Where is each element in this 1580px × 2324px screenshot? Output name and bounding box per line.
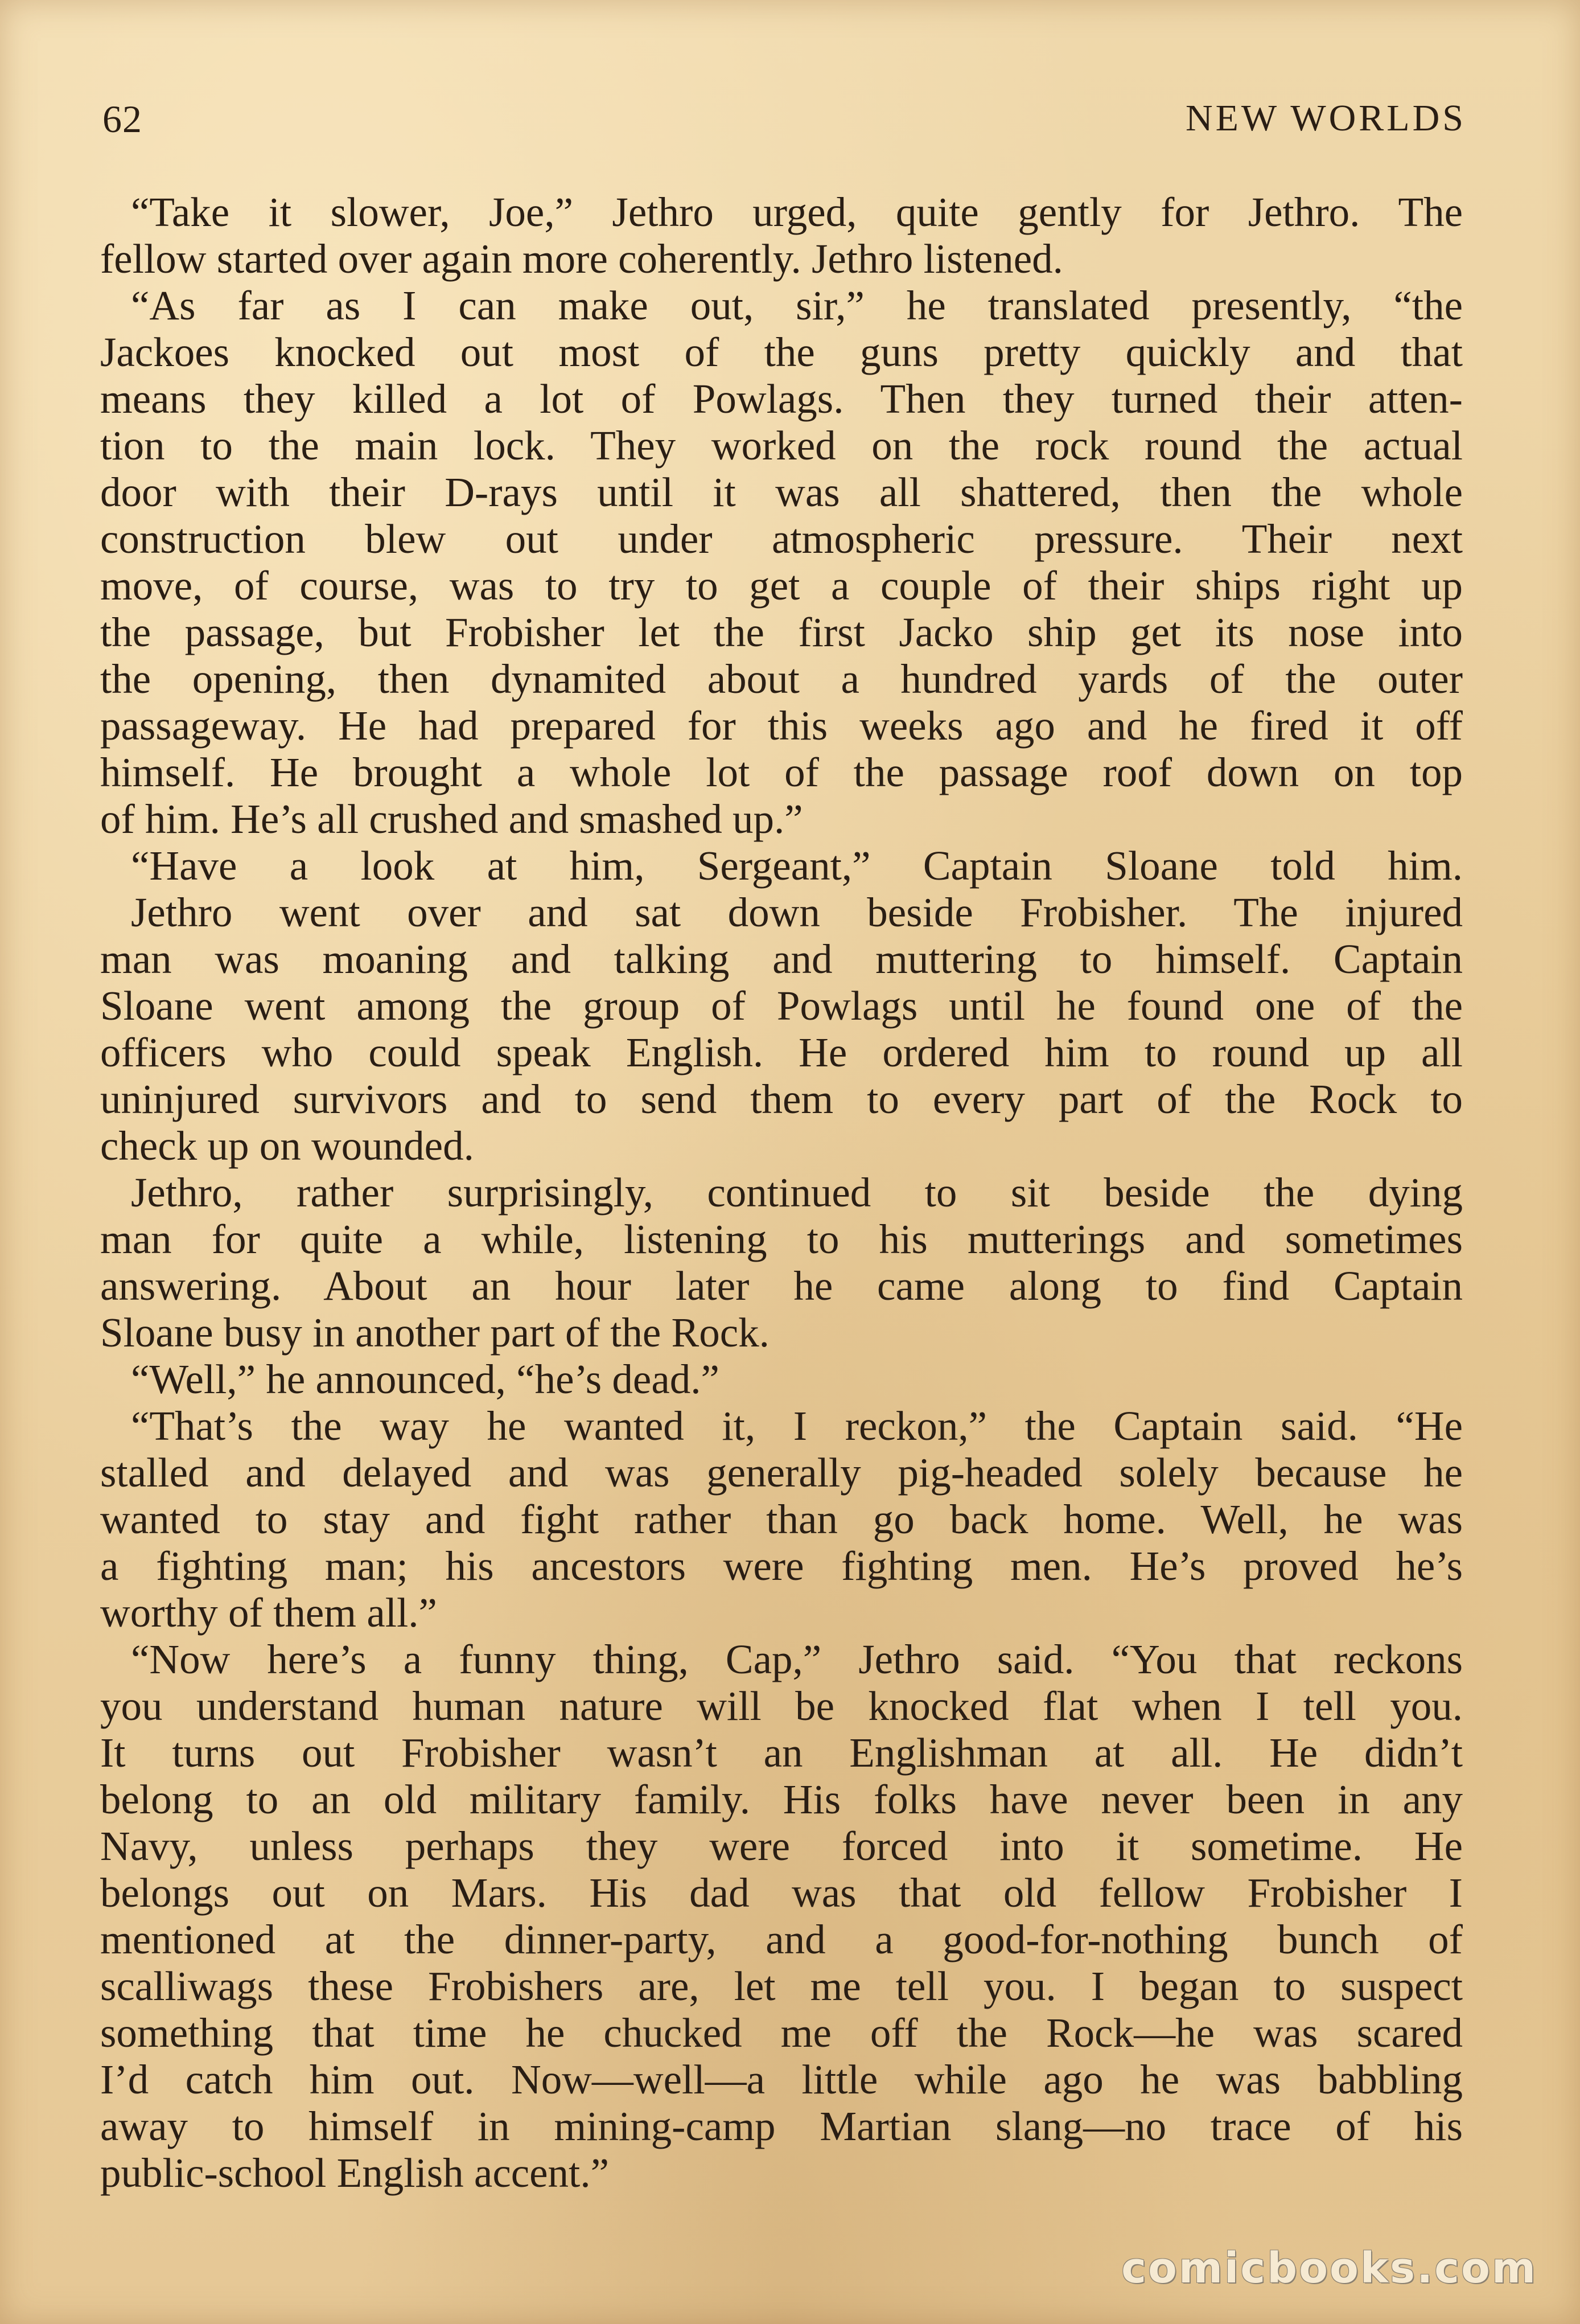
text-line: “That’s the way he wanted it, I reckon,” the Captain said. “He	[131, 1403, 1463, 1449]
text-line: a fighting man; his ancestors were fighting men. He’s proved he’s	[100, 1543, 1463, 1589]
text-line: man for quite a while, listening to his mutterings and sometimes	[100, 1216, 1463, 1262]
text-line: “As far as I can make out, sir,” he translated presently, “the	[131, 282, 1463, 329]
text-line: scalliwags these Frobishers are, let me tell you. I began to suspect	[100, 1963, 1463, 2009]
body-text	[100, 189, 1463, 2196]
text-line: belong to an old military family. His folks have never been in any	[100, 1776, 1463, 1822]
text-line: means they killed a lot of Powlags. Then they turned their atten-	[100, 376, 1463, 422]
text-line: construction blew out under atmospheric pressure. Their next	[100, 516, 1463, 562]
text-line: move, of course, was to try to get a couple of their ships right up	[100, 562, 1463, 609]
text-line: “Well,” he announced, “he’s dead.”	[131, 1356, 719, 1402]
text-line: Jethro, rather surprisingly, continued to sit beside the dying	[131, 1169, 1463, 1216]
text-line: “Take it slower, Joe,” Jethro urged, quite gently for Jethro. The	[131, 189, 1463, 235]
text-line: officers who could speak English. He ordered him to round up all	[100, 1029, 1463, 1075]
text-line: Jackoes knocked out most of the guns pretty quickly and that	[100, 329, 1463, 375]
text-line: “Have a look at him, Sergeant,” Captain Sloane told him.	[131, 843, 1463, 889]
text-line: Jethro went over and sat down beside Frobisher. The injured	[131, 889, 1463, 935]
running-head: NEW WORLDS	[1185, 97, 1466, 139]
text-line: fellow started over again more coherently. Jethro listened.	[100, 236, 1063, 282]
text-line: answering. About an hour later he came along to find Captain	[100, 1263, 1463, 1309]
text-line: the opening, then dynamited about a hundred yards of the outer	[100, 656, 1463, 702]
text-line: passageway. He had prepared for this weeks ago and he fired it off	[100, 703, 1463, 749]
text-line: himself. He brought a whole lot of the passage roof down on top	[100, 749, 1463, 795]
text-line: you understand human nature will be knocked flat when I tell you.	[100, 1683, 1463, 1729]
text-line: wanted to stay and fight rather than go back home. Well, he was	[100, 1496, 1463, 1542]
text-line: door with their D-rays until it was all shattered, then the whole	[100, 469, 1463, 515]
text-line: Sloane busy in another part of the Rock.	[100, 1309, 770, 1356]
text-line: of him. He’s all crushed and smashed up.”	[100, 796, 803, 842]
text-line: worthy of them all.”	[100, 1590, 437, 1636]
text-line: stalled and delayed and was generally pig-headed solely because he	[100, 1450, 1463, 1496]
text-line: man was moaning and talking and muttering to himself. Captain	[100, 936, 1463, 982]
text-line: mentioned at the dinner-party, and a good-for-nothing bunch of	[100, 1916, 1463, 1962]
watermark: comicbooks.com	[1121, 2244, 1537, 2293]
text-line: belongs out on Mars. His dad was that old fellow Frobisher I	[100, 1870, 1463, 1916]
text-line: public-school English accent.”	[100, 2150, 609, 2196]
text-line: Navy, unless perhaps they were forced into it sometime. He	[100, 1823, 1463, 1869]
text-line: tion to the main lock. They worked on the rock round the actual	[100, 422, 1463, 469]
text-line: away to himself in mining-camp Martian slang—no trace of his	[100, 2103, 1463, 2149]
page-header	[102, 97, 1466, 142]
text-line: “Now here’s a funny thing, Cap,” Jethro said. “You that reckons	[131, 1636, 1463, 1682]
text-line: uninjured survivors and to send them to every part of the Rock to	[100, 1076, 1463, 1122]
text-line: Sloane went among the group of Powlags until he found one of the	[100, 983, 1463, 1029]
text-line: I’d catch him out. Now—well—a little while ago he was babbling	[100, 2056, 1463, 2103]
text-line: check up on wounded.	[100, 1123, 474, 1169]
text-line: something that time he chucked me off the Rock—he was scared	[100, 2010, 1463, 2056]
text-line: the passage, but Frobisher let the first Jacko ship get its nose into	[100, 609, 1463, 655]
page-number: 62	[102, 97, 142, 141]
text-line: It turns out Frobisher wasn’t an Englishman at all. He didn’t	[100, 1730, 1463, 1776]
